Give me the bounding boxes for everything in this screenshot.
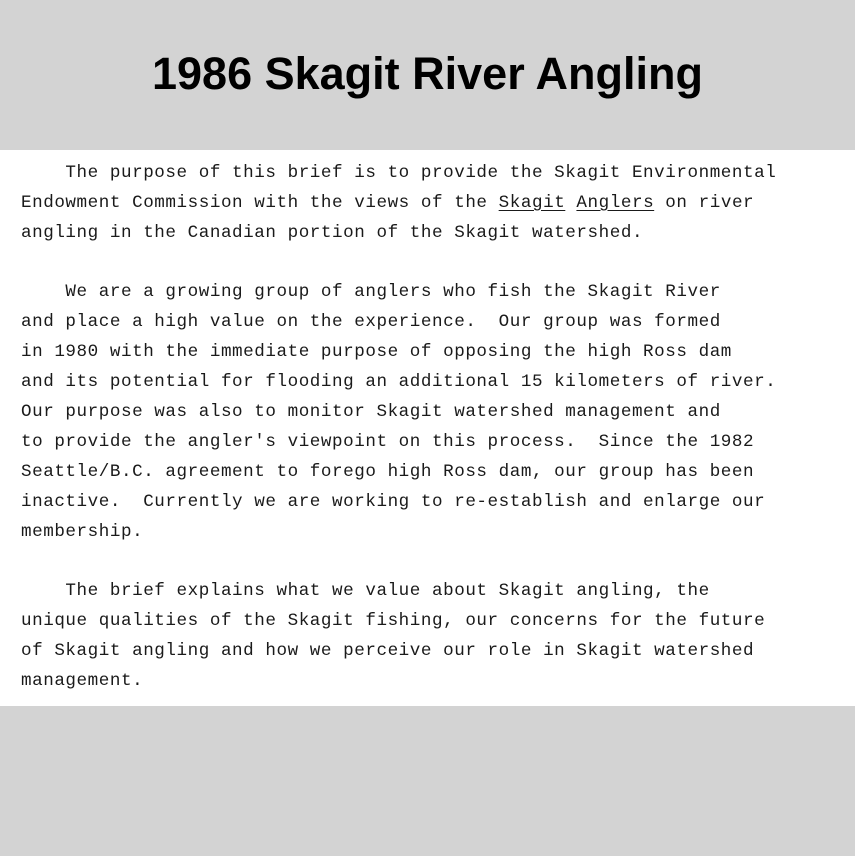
text-line: of Skagit angling and how we perceive our role in Skagit watershed: [21, 641, 755, 661]
text-line: Our purpose was also to monitor Skagit watershed management and: [21, 402, 721, 422]
title-band: [0, 0, 855, 150]
text-line: and place a high value on the experience. Our group was formed: [21, 312, 721, 332]
text-segment: Endowment Commission with the views of the: [21, 193, 499, 213]
text-line: membership.: [21, 522, 144, 542]
text-line: The purpose of this brief is to provide the Skagit Environmental: [21, 163, 777, 183]
text-line: [21, 188, 851, 218]
text-line: Seattle/B.C. agreement to forego high Ross dam, our group has been: [21, 462, 755, 482]
paragraph-3: [21, 576, 851, 696]
text-segment: on river: [654, 193, 755, 213]
underlined-word: Skagit: [498, 193, 566, 213]
underlined-word: Anglers: [576, 193, 655, 213]
paragraph-1: [21, 158, 851, 248]
text-line: inactive. Currently we are working to re-establish and enlarge our: [21, 492, 766, 512]
bottom-band: [0, 706, 855, 856]
text-line: unique qualities of the Skagit fishing, our concerns for the future: [21, 611, 766, 631]
page-title: 1986 Skagit River Angling: [151, 48, 703, 99]
text-line: to provide the angler's viewpoint on this process. Since the 1982: [21, 432, 755, 452]
text-line: The brief explains what we value about Skagit angling, the: [21, 581, 710, 601]
text-line: We are a growing group of anglers who fish the Skagit River: [21, 282, 721, 302]
document-page: [0, 150, 855, 706]
text-line: and its potential for flooding an additional 15 kilometers of river.: [21, 372, 777, 392]
paragraph-2: [21, 277, 851, 547]
text-line: angling in the Canadian portion of the Skagit watershed.: [21, 223, 644, 243]
text-line: management.: [21, 671, 144, 691]
text-line: in 1980 with the immediate purpose of opposing the high Ross dam: [21, 342, 732, 362]
